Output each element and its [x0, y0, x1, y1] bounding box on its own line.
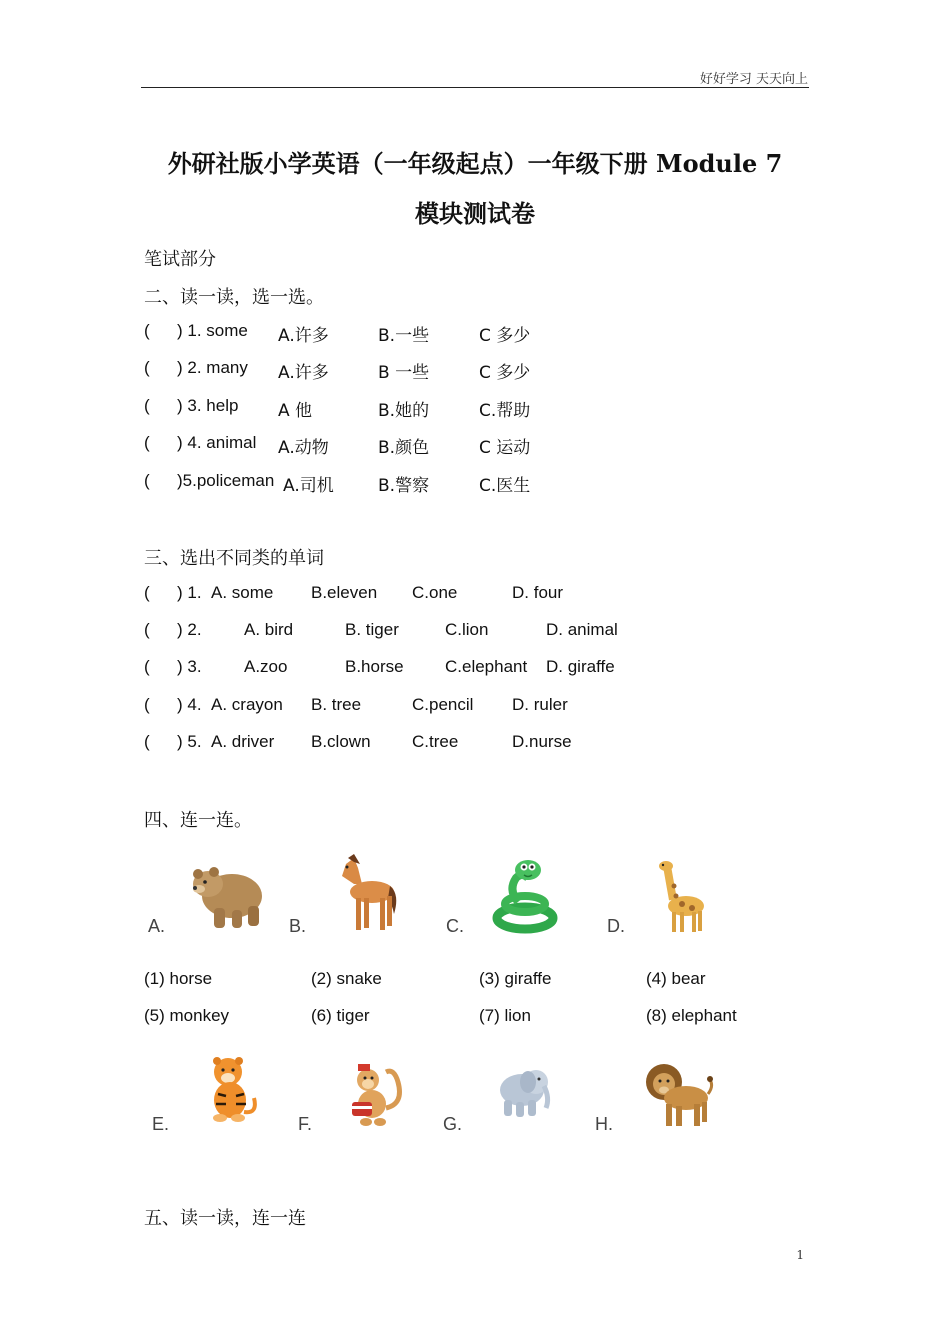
picture-label-f: F.: [298, 1114, 313, 1134]
section3-item-1: [144, 583, 764, 607]
section3-item-4: [144, 695, 764, 719]
answer-paren: (: [144, 396, 150, 415]
answer-paren: (: [144, 583, 150, 602]
option-c: C.pencil: [412, 695, 474, 714]
section2-item-1: [144, 321, 764, 345]
option-a: A.许多: [278, 363, 329, 383]
option-c: C 多少: [479, 326, 531, 346]
option-d: D. animal: [546, 620, 618, 639]
option-c: C 运动: [479, 438, 531, 458]
option-b: B.一些: [378, 326, 430, 346]
option-a: A.zoo: [244, 657, 288, 676]
word-horse: (1) horse: [144, 969, 213, 988]
word-bear: (4) bear: [646, 969, 706, 988]
item-word: )5.policeman: [177, 471, 275, 490]
option-a: A 他: [278, 401, 313, 421]
option-a: A. some: [211, 583, 274, 602]
page-number: 1: [796, 1248, 804, 1262]
item-number: ) 4.: [177, 695, 202, 714]
item-number: ) 3.: [177, 657, 202, 676]
section2-heading: 二、读一读，选一选。: [144, 287, 324, 308]
option-c: C.帮助: [479, 401, 531, 421]
option-a: A.司机: [283, 476, 334, 496]
picture-label-g: G.: [443, 1114, 463, 1134]
option-d: D. ruler: [512, 695, 568, 714]
snake-image: [490, 854, 560, 936]
option-a: A. crayon: [211, 695, 283, 714]
section5-heading: 五、读一读，连一连: [144, 1208, 306, 1229]
bear-image: [188, 854, 268, 934]
picture-label-e: E.: [152, 1114, 170, 1134]
item-number: ) 2.: [177, 620, 202, 639]
tiger-image: [202, 1054, 260, 1126]
word-tiger: (6) tiger: [311, 1006, 370, 1025]
answer-paren: (: [144, 732, 150, 751]
answer-paren: (: [144, 620, 150, 639]
answer-paren: (: [144, 471, 150, 490]
item-number: ) 5.: [177, 732, 202, 751]
item-word: ) 3. help: [177, 396, 239, 415]
option-b: B. tree: [311, 695, 362, 714]
answer-paren: (: [144, 433, 150, 452]
word-monkey: (5) monkey: [144, 1006, 230, 1025]
item-number: ) 1.: [177, 583, 202, 602]
section4-heading: 四、连一连。: [144, 810, 252, 831]
lion-image: [640, 1060, 714, 1132]
picture-label-a: A.: [148, 916, 166, 936]
option-b: B. tiger: [345, 620, 399, 639]
page-title: 外研社版小学英语（一年级起点）一年级下册 Module 7: [167, 149, 783, 178]
item-word: ) 1. some: [177, 321, 248, 340]
option-a: A.许多: [278, 326, 329, 346]
option-b: B.警察: [378, 476, 430, 496]
option-d: D. four: [512, 583, 564, 602]
option-a: A. bird: [244, 620, 294, 639]
option-b: B.eleven: [311, 583, 378, 602]
picture-label-c: C.: [446, 916, 464, 936]
option-b: B 一些: [378, 363, 430, 383]
page-subtitle: 模块测试卷: [415, 199, 535, 228]
horse-image: [332, 854, 402, 936]
item-word: ) 2. many: [177, 358, 248, 377]
option-d: D. giraffe: [546, 657, 615, 676]
section3-item-5: [144, 732, 764, 756]
picture-label-d: D.: [607, 916, 625, 936]
word-giraffe: (3) giraffe: [479, 969, 552, 988]
picture-label-h: H.: [595, 1114, 613, 1134]
elephant-image: [492, 1062, 554, 1120]
item-word: ) 4. animal: [177, 433, 257, 452]
section2-item-4: [144, 433, 764, 457]
answer-paren: (: [144, 695, 150, 714]
written-part-label: 笔试部分: [144, 249, 216, 270]
monkey-image: [346, 1058, 406, 1130]
word-snake: (2) snake: [311, 969, 382, 988]
option-c: C.elephant: [445, 657, 528, 676]
answer-paren: (: [144, 657, 150, 676]
option-b: B.她的: [378, 401, 430, 421]
word-elephant: (8) elephant: [646, 1006, 737, 1025]
option-b: B.颜色: [378, 438, 430, 458]
answer-paren: (: [144, 358, 150, 377]
option-c: C.lion: [445, 620, 489, 639]
option-c: C.one: [412, 583, 458, 602]
section3-item-3: [144, 657, 764, 681]
section3-item-2: [144, 620, 764, 644]
option-c: C.tree: [412, 732, 459, 751]
section2-item-2: [144, 358, 764, 382]
option-a: A.动物: [278, 438, 329, 458]
giraffe-image: [654, 856, 714, 936]
section3-heading: 三、选出不同类的单词: [144, 548, 324, 569]
option-b: B.horse: [345, 657, 404, 676]
option-a: A. driver: [211, 732, 275, 751]
section2-item-3: [144, 396, 764, 420]
option-c: C.医生: [479, 476, 531, 496]
picture-label-b: B.: [289, 916, 307, 936]
option-c: C 多少: [479, 363, 531, 383]
header-divider: [141, 87, 809, 88]
option-b: B.clown: [311, 732, 371, 751]
answer-paren: (: [144, 321, 150, 340]
section2-item-5: [144, 471, 764, 495]
word-lion: (7) lion: [479, 1006, 531, 1025]
header-motto: 好好学习 天天向上: [699, 72, 808, 87]
option-d: D.nurse: [512, 732, 572, 751]
